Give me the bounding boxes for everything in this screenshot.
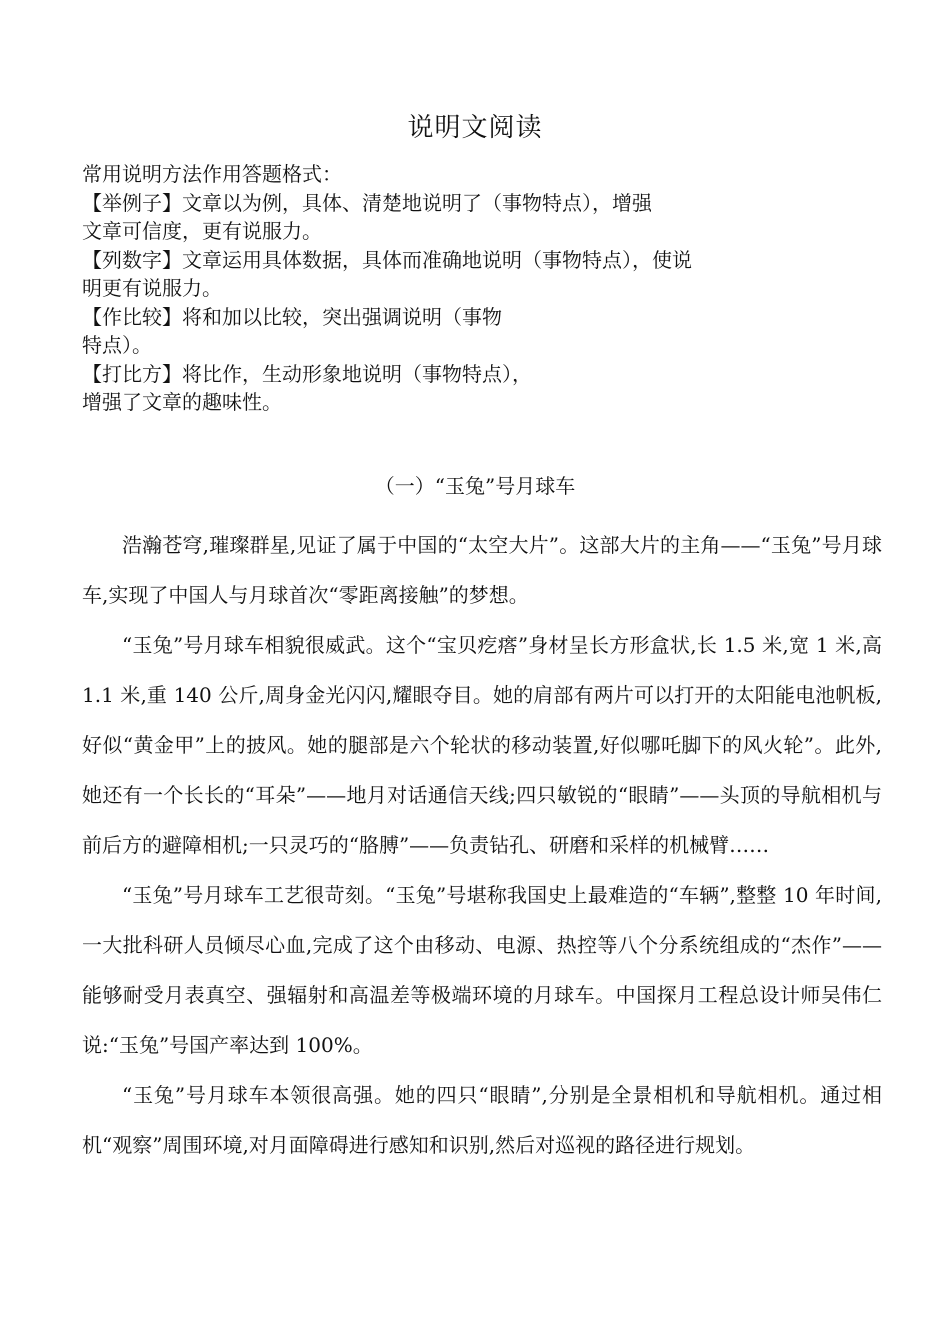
methods-line: 特点）。 bbox=[82, 333, 152, 357]
document-title: 说明文阅读 bbox=[407, 113, 543, 143]
methods-line: 【举例子】文章以为例，具体、清楚地说明了（事物特点），增强 bbox=[82, 190, 652, 215]
article-paragraph: “玉兔”号月球车工艺很苛刻。“玉兔”号堪称我国史上最难造的“车辆”,整整 10 年时间,一大批科研人员倾尽心血,完成了这个由移动、电源、热控等八个分系统组成的“杰作”——能够耐受月表真空、强辐射和高温差等极端环境的月球车。中国探月工程总设计师吴伟仁说:“玉兔”号国产率达到 100%。 bbox=[82, 883, 882, 1057]
methods-line: 增强了文章的趣味性。 bbox=[82, 390, 282, 414]
article-body bbox=[82, 520, 882, 1170]
article-paragraph: “玉兔”号月球车相貌很威武。这个“宝贝疙瘩”身材呈长方形盒状,长 1.5 米,宽 1 米,高 1.1 米,重 140 公斤,周身金光闪闪,耀眼夺目。她的肩部有两片可以打开的太阳能电池帆板,好似“黄金甲”上的披风。她的腿部是六个轮状的移动装置,好似哪吒脚下的风火轮”。此外,她还有一个长长的“耳朵”——地月对话通信天线;四只敏锐的“眼睛”——头顶的导航相机与前后方的避障相机;一只灵巧的“胳膊”——负责钻孔、研磨和采样的机械臂…… bbox=[82, 633, 882, 857]
methods-line: 【列数字】文章运用具体数据，具体而准确地说明（事物特点），使说 bbox=[82, 247, 692, 272]
methods-line: 文章可信度，更有说服力。 bbox=[82, 219, 322, 243]
methods-line: 【打比方】将比作，生动形象地说明（事物特点）， bbox=[82, 361, 532, 386]
section-title: （一）“玉兔”号月球车 bbox=[374, 474, 576, 498]
article-paragraph: 浩瀚苍穹,璀璨群星,见证了属于中国的“太空大片”。这部大片的主角——“玉兔”号月球车,实现了中国人与月球首次“零距离接触”的梦想。 bbox=[82, 533, 882, 607]
methods-line: 【作比较】将和加以比较，突出强调说明（事物 bbox=[82, 304, 502, 329]
methods-heading: 常用说明方法作用答题格式： bbox=[82, 162, 342, 186]
methods-line: 明更有说服力。 bbox=[82, 276, 222, 300]
article-paragraph: “玉兔”号月球车本领很高强。她的四只“眼睛”,分别是全景相机和导航相机。通过相机“观察”周围环境,对月面障碍进行感知和识别,然后对巡视的路径进行规划。 bbox=[82, 1083, 882, 1157]
explanation-methods-block bbox=[82, 160, 802, 417]
